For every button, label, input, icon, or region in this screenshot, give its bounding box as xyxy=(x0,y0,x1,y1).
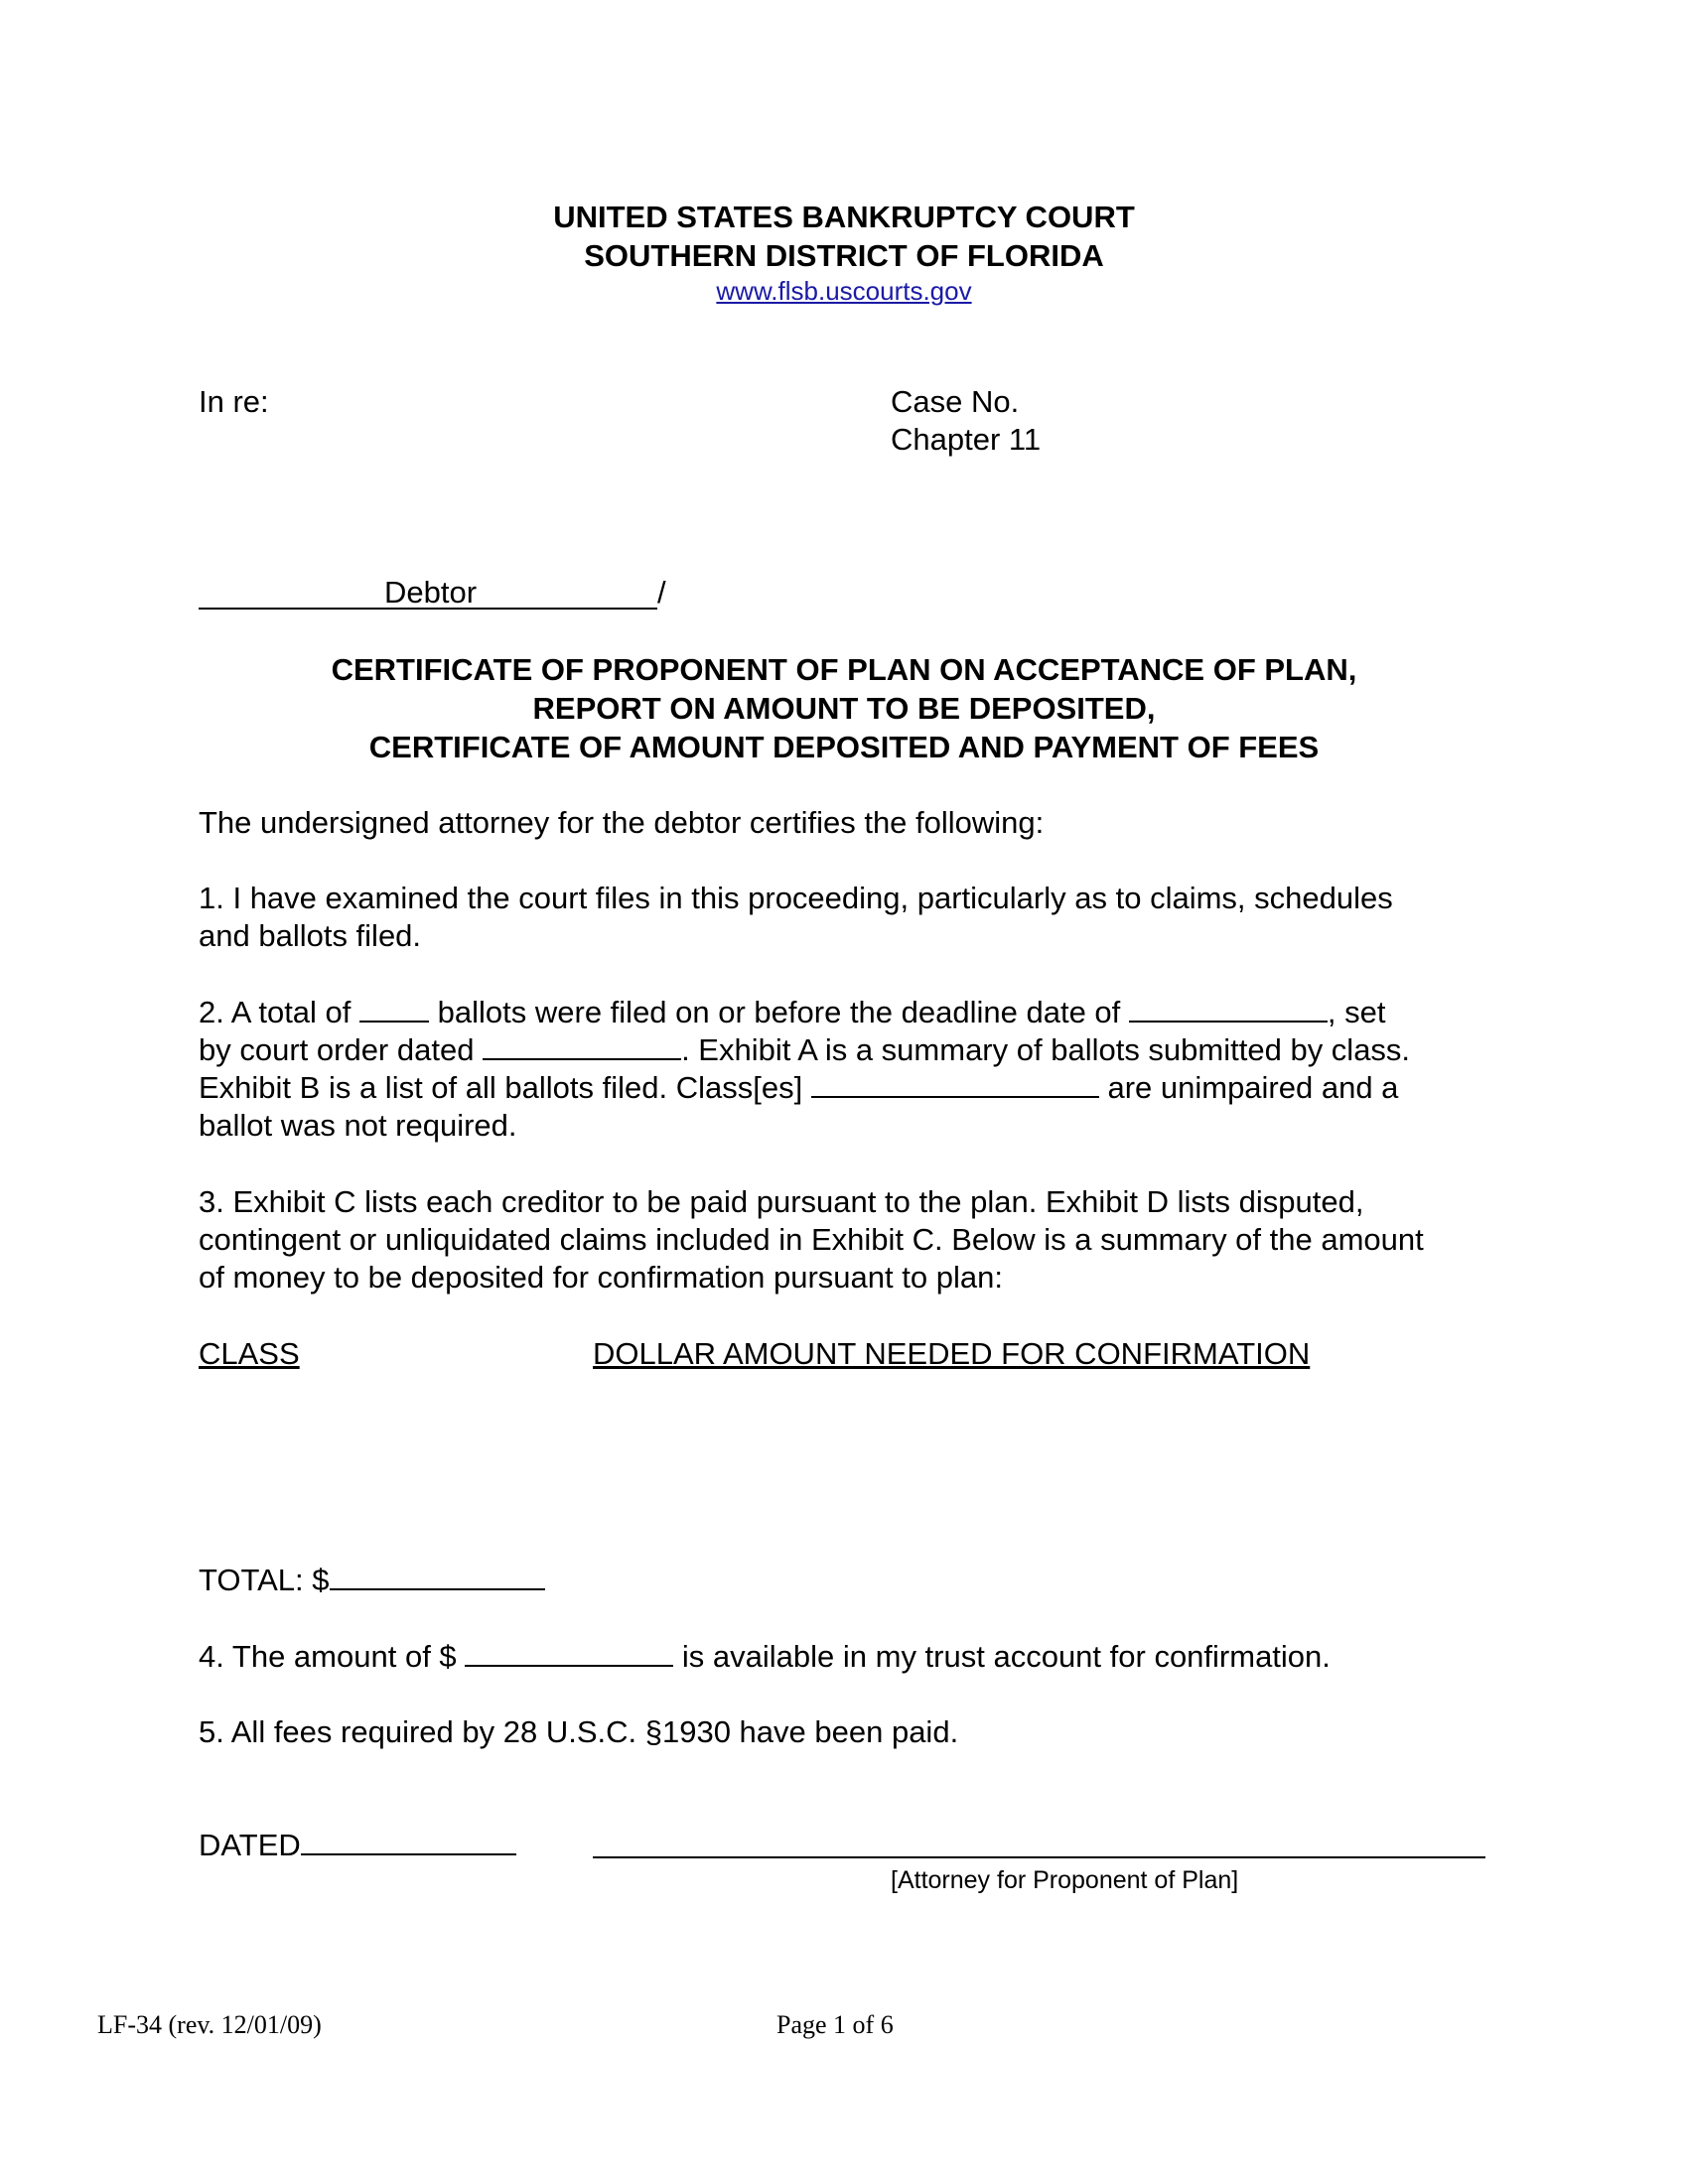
ballot-count-blank[interactable] xyxy=(359,995,429,1023)
item2-text-d: by court order dated xyxy=(199,1032,475,1067)
debtor-label: Debtor xyxy=(384,575,478,610)
court-website-link[interactable]: www.flsb.uscourts.gov xyxy=(716,276,972,306)
item2-text-f: Exhibit B is a list of all ballots filed. Class[es] xyxy=(199,1070,803,1105)
total-amount-blank[interactable] xyxy=(330,1563,545,1590)
document-title-line3: CERTIFICATE OF AMOUNT DEPOSITED AND PAYMENT OF FEES xyxy=(368,730,1320,764)
document-title-line2: REPORT ON AMOUNT TO BE DEPOSITED, xyxy=(532,691,1156,726)
total-label: TOTAL: $ xyxy=(199,1563,330,1597)
item2-text-g: are unimpaired and a xyxy=(1107,1070,1399,1105)
deadline-date-blank[interactable] xyxy=(1129,995,1328,1023)
trust-amount-blank[interactable] xyxy=(465,1639,673,1667)
item2-text-c: , set xyxy=(1327,995,1386,1029)
court-district: SOUTHERN DISTRICT OF FLORIDA xyxy=(584,238,1104,273)
item2-text-a: 2. A total of xyxy=(199,995,352,1029)
document-title-line1: CERTIFICATE OF PROPONENT OF PLAN ON ACCEPTANCE OF PLAN, xyxy=(331,652,1357,687)
item3-line2: contingent or unliquidated claims included in Exhibit C. Below is a summary of the amount xyxy=(199,1222,1424,1257)
amount-column-header: DOLLAR AMOUNT NEEDED FOR CONFIRMATION xyxy=(593,1336,1311,1371)
item4-text-b: is available in my trust account for confirmation. xyxy=(681,1639,1331,1674)
court-name: UNITED STATES BANKRUPTCY COURT xyxy=(553,200,1135,234)
item1-line2: and ballots filed. xyxy=(199,918,422,953)
in-re-label: In re: xyxy=(199,384,269,419)
class-column-header: CLASS xyxy=(199,1336,300,1371)
form-identifier: LF-34 (rev. 12/01/09) xyxy=(97,2010,322,2039)
attorney-signature-line[interactable] xyxy=(593,1856,1485,1858)
item2-text-e: . Exhibit A is a summary of ballots submitted by class. xyxy=(681,1032,1411,1067)
item2-text-h: ballot was not required. xyxy=(199,1108,517,1143)
item3-line3: of money to be deposited for confirmation pursuant to plan: xyxy=(199,1260,1003,1295)
unimpaired-classes-blank[interactable] xyxy=(811,1070,1099,1098)
intro-paragraph: The undersigned attorney for the debtor certifies the following: xyxy=(199,805,1045,840)
chapter-label: Chapter 11 xyxy=(891,422,1042,457)
item5-fees: 5. All fees required by 28 U.S.C. §1930 have been paid. xyxy=(199,1714,959,1749)
page-number: Page 1 of 6 xyxy=(776,2010,894,2039)
item1-line1: 1. I have examined the court files in this proceeding, particularly as to claims, schedules xyxy=(199,881,1393,915)
court-order-date-blank[interactable] xyxy=(483,1032,681,1060)
dated-blank[interactable] xyxy=(301,1828,516,1855)
item3-line1: 3. Exhibit C lists each creditor to be paid pursuant to the plan. Exhibit D lists disputed, xyxy=(199,1184,1364,1219)
item2-text-b: ballots were filed on or before the deadline date of xyxy=(437,995,1121,1029)
item4-text-a: 4. The amount of $ xyxy=(199,1639,457,1674)
case-number-label: Case No. xyxy=(891,384,1020,419)
dated-label: DATED xyxy=(199,1828,301,1862)
debtor-slash: / xyxy=(657,575,666,610)
attorney-signature-caption: [Attorney for Proponent of Plan] xyxy=(891,1866,1239,1894)
